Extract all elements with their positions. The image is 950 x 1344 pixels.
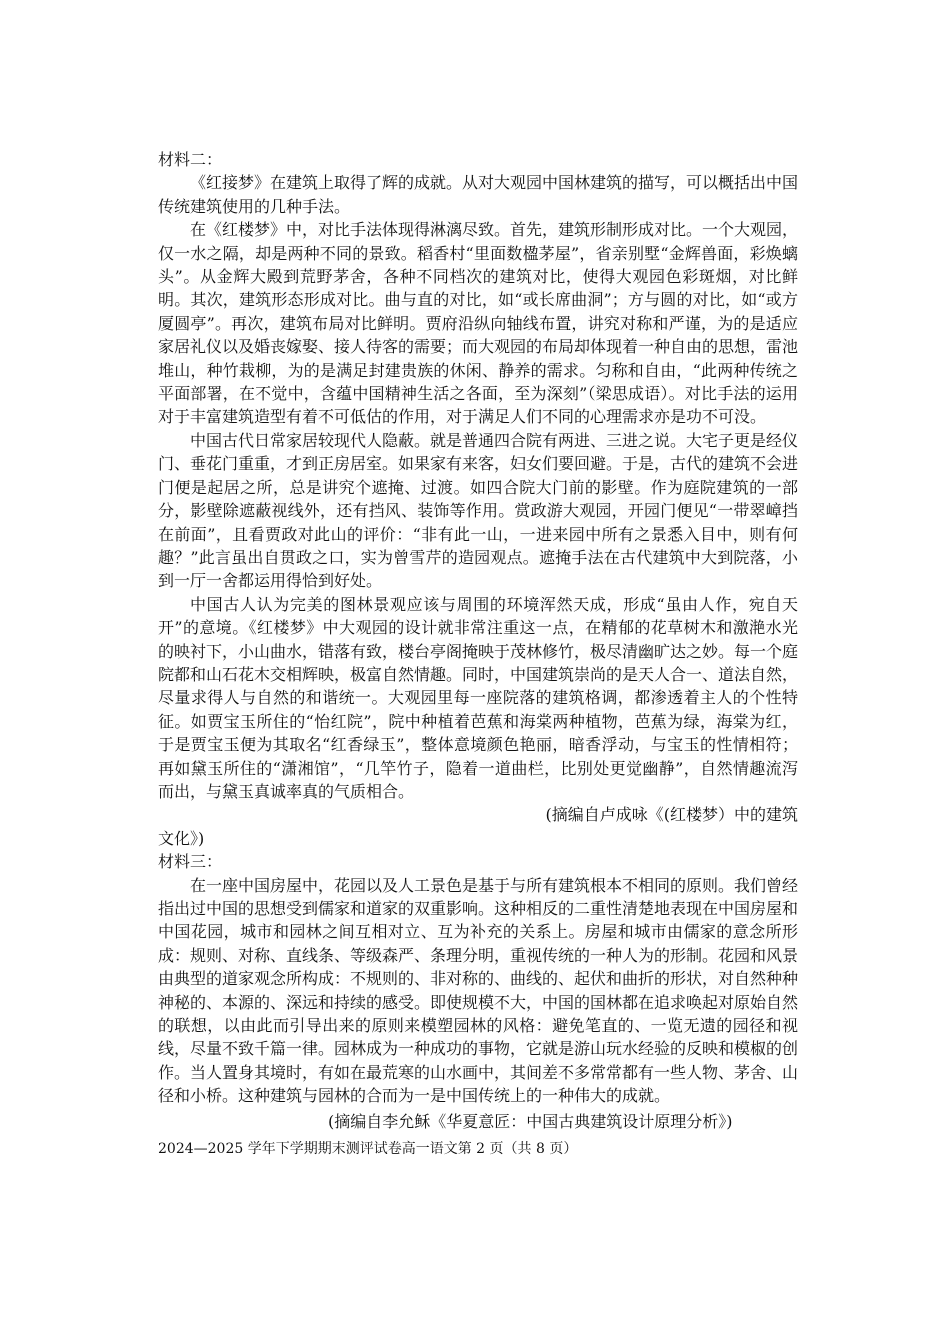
material-two-paragraph-1: 《红接梦》在建筑上取得了辉的成就。从对大观园中国林建筑的描写，可以概括出中国传统建筑使用的几种手法。 bbox=[158, 173, 799, 216]
page-body bbox=[158, 148, 798, 1133]
material-two-label: 材料二： bbox=[158, 150, 223, 169]
material-two-source-continued: 文化》) bbox=[158, 828, 205, 848]
material-two-paragraph-3: 中国古代日常家居较现代人隐蔽。就是普通四合院有两进、三进之说。大宅子更是经仪门、垂花门重重，才到正房居室。如果家有来客，妇女们要回避。于是，古代的建筑不会进门便是起居之所，总是讲究个遮掩、过渡。如四合院大门前的影壁。作为庭院建筑的一部分，影壁除遮蔽视线外，还有挡风、装饰等作用。赏政游大观园，开园门便见“一带翠嶂挡在前面”，且看贾政对此山的评价：“非有此一山，一进来园中所有之景悉入目中，则有何趣？”此言虽出自贯政之口，实为曾雪芹的造园观点。遮掩手法在古代建筑中大到院落，小到一厅一舍都运用得恰到好处。 bbox=[158, 430, 799, 591]
material-two-paragraph-4: 中国古人认为完美的图林景观应该与周围的环境浑然天成，形成“虽由人作，宛自天开”的意境。《红楼梦》中大观园的设计就非常注重这一点，在精郁的花草树木和激滟水光的映衬下，小山曲水，错落有致，楼台亭阁掩映于茂林修竹，极尽清幽旷达之妙。每一个庭院都和山石花木交相辉映，极富自然情趣。同时，中国建筑崇尚的是天人合一、道法自然，尽量求得人与自然的和谐统一。大观园里每一座院落的建筑格调，都渗透着主人的个性特征。如贾宝玉所住的“怡红院”，院中种植着芭蕉和海棠两种植物，芭蕉为绿，海棠为红，于是贾宝玉便为其取名“红香绿玉”，整体意境颜色艳丽，暗香浮动，与宝玉的性情相符；再如黛玉所住的“潇湘馆”，“几竿竹子，隐着一道曲栏，比别处更觉幽静”，自然情趣流泻而出，与黛玉真诚率真的气质相合。 bbox=[158, 594, 799, 801]
material-two-paragraph-2: 在《红楼梦》中，对比手法体现得淋漓尽致。首先，建筑形制形成对比。一个大观园，仅一水之隔，却是两种不同的景致。稻香村“里面数楹茅屋”，省亲别墅“金辉兽面，彩焕螭头”。从金辉大殿到荒野茅舍，各种不同档次的建筑对比，使得大观园色彩斑烟，对比鲜明。其次，建筑形态形成对比。曲与直的对比，如“或长席曲洞”；方与圆的对比，如“或方厦圆亭”。再次，建筑布局对比鲜明。贾府沿纵向轴线布置，讲究对称和严谨，为的是适应家居礼仪以及婚丧嫁娶、接人待客的需要；而大观园的布局却体现着一种自由的思想，雷池堆山，种竹栽柳，为的是满足封建贵族的休闲、静养的需求。匀称和自由，“此两种传统之平面部署，在不觉中，含蕴中国精神生活之各面，至为深刻”（梁思成语）。对比手法的运用对于丰富建筑造型有着不可低估的作用，对于满足人们不同的心理需求亦是功不可没。 bbox=[158, 220, 799, 427]
material-three-label: 材料三： bbox=[158, 852, 223, 872]
material-three-paragraph-1: 在一座中国房屋中，花园以及人工景色是基于与所有建筑根本不相同的原则。我们曾经指出过中国的思想受到儒家和道家的双重影响。这种相反的二重性清楚地表现在中国房屋和中国花园，城市和园林之间互相对立、互为补充的关系上。房屋和城市由儒家的意念所形成：规则、对称、直线条、等级森严、条理分明，重视传统的一种人为的形制。花园和风景由典型的道家观念所构成：不规则的、非对称的、曲线的、起伏和曲折的形状，对自然种种神秘的、本源的、深远和持续的感受。即使规模不大，中国的国林都在追求唤起对原始自然的联想，以由此而引导出来的原则来模塑园林的风格：避免笔直的、一览无遗的园径和视线，尽量不致千篇一律。园林成为一种成功的事物，它就是游山玩水经验的反映和模椒的创作。当人置身其境时，有如在最荒寒的山水画中，其间差不多常常都有一些人物、茅舍、山径和小桥。这种建筑与园林的合而为一是中国传统上的一种伟大的成就。 bbox=[158, 875, 799, 1106]
page-footer: 2024—2025 学年下学期期末测评试卷高一语文第 2 页（共 8 页） bbox=[158, 1141, 578, 1157]
material-three-source: (摘编自李允稣《华夏意匠：中国古典建筑设计原理分析》) bbox=[328, 1111, 733, 1131]
material-two-source: (摘编自卢成咏《(红楼梦）中的建筑 bbox=[545, 805, 798, 825]
